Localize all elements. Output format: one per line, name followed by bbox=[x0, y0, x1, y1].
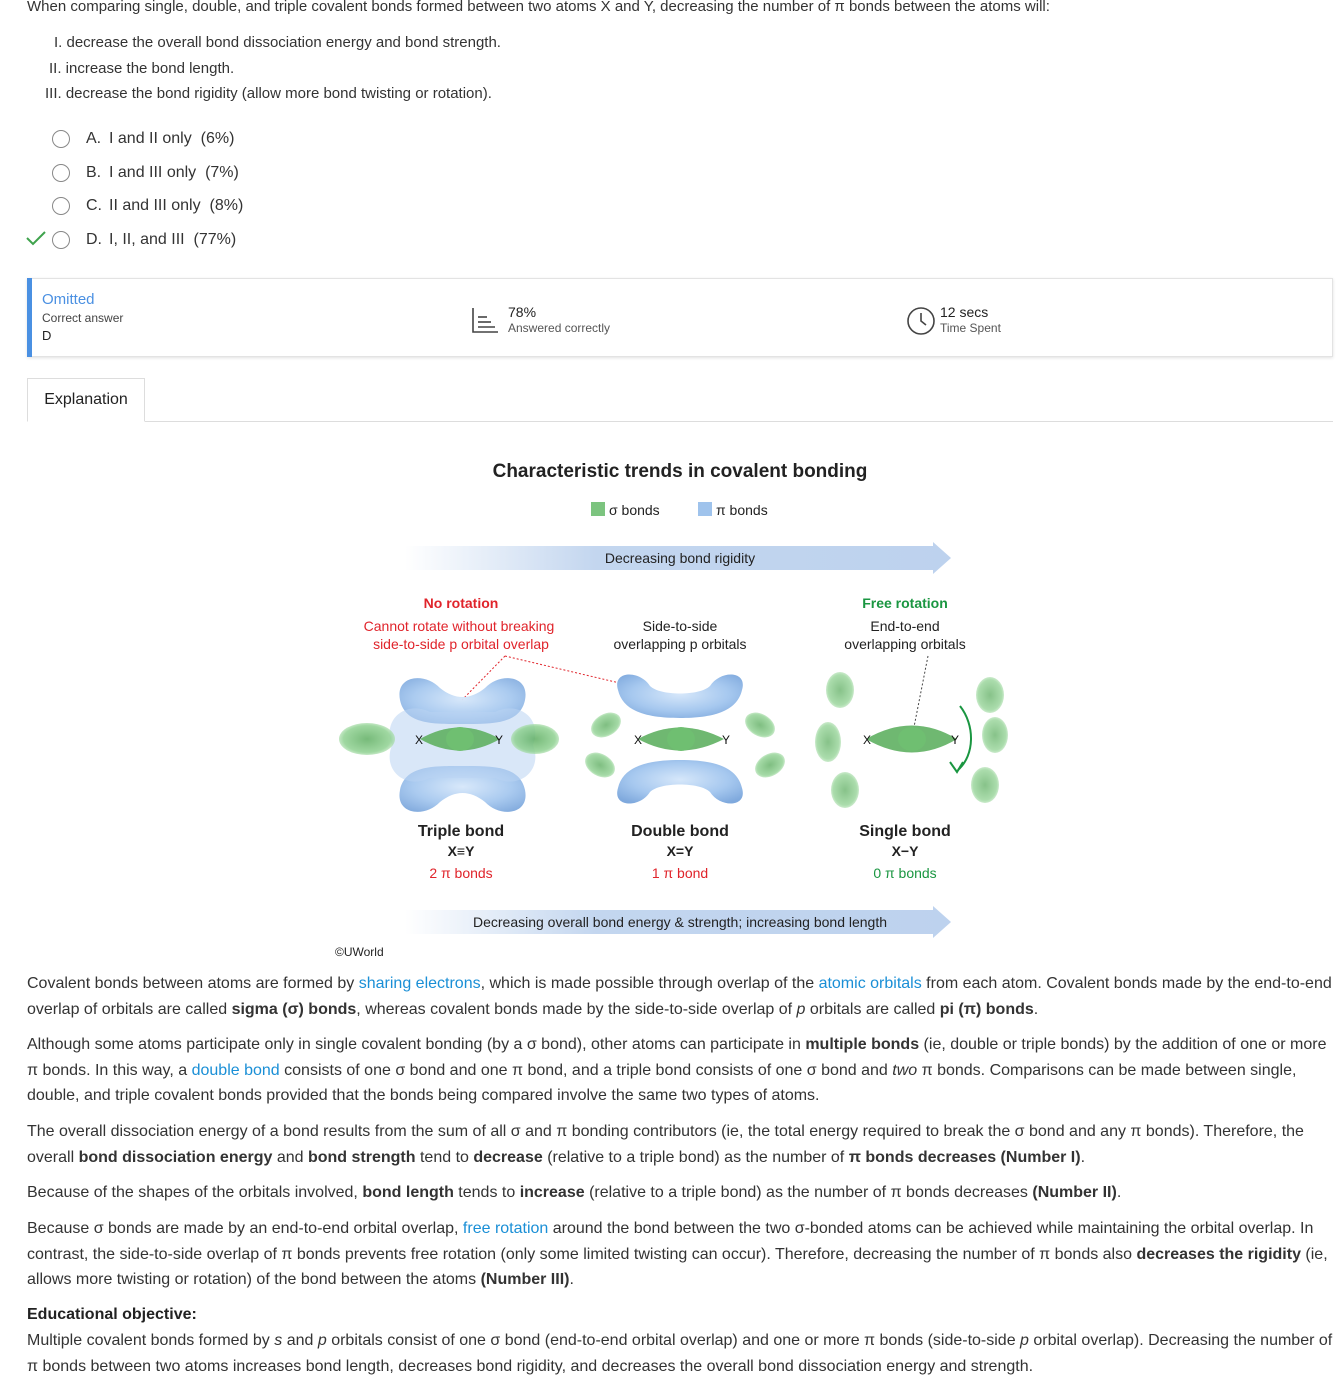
objective-title: Educational objective: bbox=[27, 1306, 197, 1323]
single-bond-formula: X−Y bbox=[891, 843, 919, 859]
link-free-rotation[interactable]: free rotation bbox=[462, 1220, 549, 1237]
svg-text:X: X bbox=[862, 733, 872, 747]
statement-2: II. increase the bond length. bbox=[49, 60, 235, 77]
explanation-paragraph-5: Because σ bonds are made by an end-to-end orbital overlap, free rotation around the bond between the two σ-bonded atoms can be achieved while maintaining the orbital overlap. In contrast, the side-to-side overlap of π bonds prevents free rotation (only some limited twisting can occur). Therefore, decreasing the number of π bonds also decreases the rigidity (ie, allows more twisting or rotation) of the bond between the atoms (Number III). bbox=[27, 1220, 1328, 1288]
link-double-bond[interactable]: double bond bbox=[191, 1061, 280, 1079]
bar-chart-icon bbox=[471, 306, 499, 334]
double-bond-diagram bbox=[581, 674, 790, 803]
link-sharing-electrons[interactable]: sharing electrons bbox=[358, 975, 481, 992]
checkmark-icon bbox=[26, 230, 46, 246]
time-spent-label: Time Spent bbox=[940, 321, 1001, 335]
rotation-arrow-icon bbox=[958, 706, 971, 770]
question-text: When comparing single, double, and triple covalent bonds formed between two atoms X and Y, decreasing the number of π bonds between the atoms will: bbox=[27, 0, 1050, 15]
covalent-bonding-figure bbox=[0, 440, 1341, 960]
single-bond-diagram bbox=[815, 672, 1008, 808]
single-bond-pi-count: 0 π bonds bbox=[873, 865, 937, 881]
legend-sigma-label: σ bonds bbox=[609, 502, 660, 518]
triple-bond-pi-count: 2 π bonds bbox=[429, 865, 493, 881]
double-note-line2: overlapping p orbitals bbox=[613, 636, 747, 652]
objective-text: Multiple covalent bonds formed by s and p orbitals consist of one σ bond (end-to-end orbital overlap) and one or more π bonds (side-to-side p orbital overlap). Decreasing the number of π bonds between two atoms increases bond length, decreases bond rigidity, and decreases the overall bond dissociation energy and strength. bbox=[27, 1332, 1333, 1375]
tab-explanation[interactable]: Explanation bbox=[27, 378, 145, 422]
explanation-paragraph-1: Covalent bonds between atoms are formed by sharing electrons, which is made possible through overlap of the atomic orbitals from each atom. Covalent bonds made by the end-to-end overlap of orbitals are called sigma (σ) bonds, whereas covalent bonds made by the side-to-side overlap of p orbitals are called pi (π) bonds. bbox=[27, 975, 1332, 1018]
svg-text:X: X bbox=[633, 733, 643, 747]
stats-card bbox=[27, 278, 1333, 357]
svg-text:Y: Y bbox=[494, 733, 504, 747]
double-bond-pi-count: 1 π bond bbox=[651, 865, 709, 881]
copyright: ©UWorld bbox=[335, 945, 384, 959]
double-bond-name: Double bond bbox=[631, 823, 729, 840]
svg-text:Y: Y bbox=[950, 733, 960, 747]
clock-icon bbox=[906, 306, 936, 336]
radio-button[interactable] bbox=[52, 164, 70, 182]
legend-pi-label: π bonds bbox=[716, 502, 768, 518]
status-bar bbox=[27, 278, 32, 357]
correct-answer-label: Correct answer bbox=[42, 311, 124, 325]
choice-d[interactable]: D. I, II, and III (77%) bbox=[52, 228, 236, 252]
triple-note-line1: Cannot rotate without breaking bbox=[363, 618, 555, 634]
radio-button[interactable] bbox=[52, 197, 70, 215]
explanation-paragraph-4: Because of the shapes of the orbitals involved, bond length tends to increase (relative to a triple bond) as the number of π bonds decreases (Number II). bbox=[27, 1184, 1122, 1201]
legend-pi-swatch bbox=[698, 502, 712, 516]
percent-correct-label: Answered correctly bbox=[508, 321, 611, 335]
figure-title: Characteristic trends in covalent bonding bbox=[492, 461, 868, 482]
double-note-line1: Side-to-side bbox=[642, 618, 718, 634]
link-atomic-orbitals[interactable]: atomic orbitals bbox=[818, 975, 922, 992]
triple-note-line2: side-to-side p orbital overlap bbox=[373, 636, 549, 652]
svg-text:Y: Y bbox=[721, 733, 731, 747]
double-bond-formula: X=Y bbox=[666, 843, 694, 859]
leader-line bbox=[914, 656, 928, 727]
free-rotation-heading: Free rotation bbox=[862, 595, 948, 611]
single-bond-name: Single bond bbox=[859, 823, 951, 840]
rigidity-arrow-label: Decreasing bond rigidity bbox=[604, 550, 756, 566]
choice-c[interactable]: C. II and III only (8%) bbox=[52, 194, 243, 218]
statement-3: III. decrease the bond rigidity (allow more bond twisting or rotation). bbox=[45, 85, 492, 102]
time-spent-value: 12 secs bbox=[940, 304, 989, 320]
choice-a[interactable]: A. I and II only (6%) bbox=[52, 127, 234, 151]
statement-1: I. decrease the overall bond dissociation energy and bond strength. bbox=[54, 34, 501, 51]
radio-button[interactable] bbox=[52, 130, 70, 148]
radio-button[interactable] bbox=[52, 231, 70, 249]
single-note-line2: overlapping orbitals bbox=[844, 636, 966, 652]
single-note-line1: End-to-end bbox=[870, 618, 940, 634]
legend-sigma-swatch bbox=[591, 502, 605, 516]
no-rotation-heading: No rotation bbox=[423, 595, 499, 611]
triple-bond-formula: X≡Y bbox=[447, 843, 475, 859]
tab-divider bbox=[27, 421, 1333, 422]
status-label: Omitted bbox=[42, 291, 95, 308]
energy-arrow-label: Decreasing overall bond energy & strength; increasing bond length bbox=[472, 914, 888, 930]
triple-bond-name: Triple bond bbox=[417, 823, 505, 840]
explanation-paragraph-3: The overall dissociation energy of a bond results from the sum of all σ and π bonding contributors (ie, the total energy required to break the σ bond and any π bonds). Therefore, the overall bond dissociation energy and bond strength tend to decrease (relative to a triple bond) as the number of π bonds decreases (Number I). bbox=[27, 1123, 1304, 1166]
triple-bond-diagram bbox=[339, 678, 559, 812]
correct-answer-value: D bbox=[42, 328, 52, 343]
percent-correct-value: 78% bbox=[508, 304, 537, 320]
choice-b[interactable]: B. I and III only (7%) bbox=[52, 161, 239, 185]
explanation-paragraph-2: Although some atoms participate only in single covalent bonding (by a σ bond), other atoms can participate in multiple bonds (ie, double or triple bonds) by the addition of one or more π bonds. In this way, a double bond consists of one σ bond and one π bond, and a triple bond consists of one σ bond and two π bonds. Comparisons can be made between single, double, and triple covalent bonds provided that the bonds being compared involve the same two types of atoms. bbox=[27, 1036, 1327, 1104]
svg-text:X: X bbox=[414, 733, 424, 747]
